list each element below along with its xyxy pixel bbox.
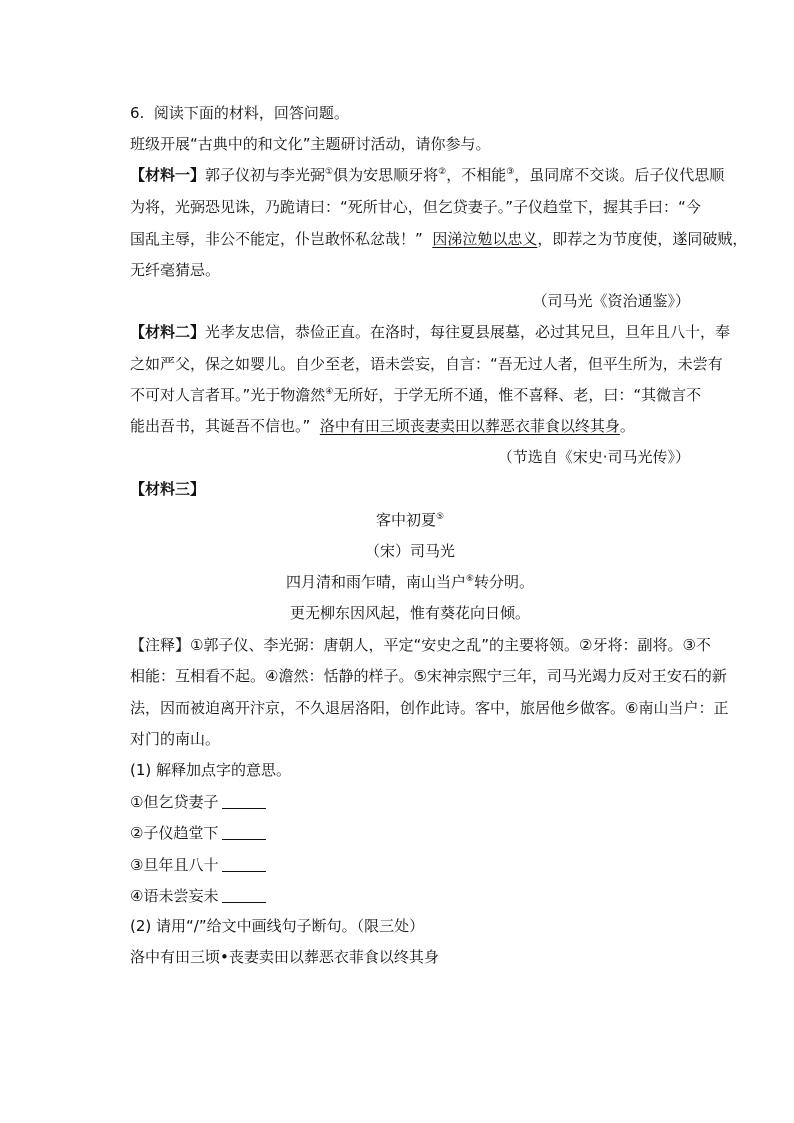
material1-line4: 无纤毫猜忌。 (130, 261, 221, 279)
footnote-ref: ⑥ (465, 574, 475, 584)
material3-label: 【材料三】 (130, 480, 206, 498)
material2-label: 【材料二】 (130, 323, 206, 341)
footnote-ref: ① (325, 167, 334, 177)
material1-line1: 【材料一】郭子仪初与李光弼①俱为安思顺牙将②，不相能③，虽同席不交谈。后子仪代思顺 (130, 166, 725, 184)
underlined-sentence: 洛中有田三顷丧妻卖田以葬恶衣菲食以终其身 (319, 417, 620, 435)
footnote-ref: ② (438, 167, 447, 177)
footnote-ref: ⑤ (435, 512, 445, 522)
sub1-item: ②子仪趋堂下 (130, 823, 690, 843)
sub1-prompt: (1) 解释加点字的意思。 (130, 761, 292, 779)
question-header (130, 103, 690, 123)
notes-line2: 相能：互相看不起。④澹然：恬静的样子。⑤宋神宗熙宁三年，司马光竭力反对王安石的新 (130, 667, 727, 685)
answer-blank[interactable] (222, 857, 266, 872)
material1-line2: 为将，光弼恐见诛，乃跪请曰：“死所甘心，但乞贷妻子。”子仪趋堂下，握其手曰：“今 (130, 198, 701, 216)
poem-title: 客中初夏⑤ (375, 511, 445, 529)
sub1-item: ④语未尝妄未 (130, 886, 690, 906)
question-number: 6. (130, 104, 145, 122)
notes-line3: 法，因而被迫离开汴京，不久退居洛阳，创作此诗。客中，旅居他乡做客。⑥南山当户：正 (130, 699, 729, 717)
sub2-sentence: 洛中有田三顷•丧妻卖田以葬恶衣菲食以终其身 (130, 948, 439, 966)
activity-intro: 班级开展“古典中的和文化”主题研讨活动，请你参与。 (130, 135, 491, 153)
underlined-sentence: 因涕泣勉以忠义 (432, 230, 538, 248)
material2-line2: 之如严父，保之如婴儿。自少至老，语未尝妄，自言：“吾无过人者，但平生所为，未尝有 (130, 355, 723, 373)
poem-line2: 更无柳东因风起，惟有葵花向日倾。 (289, 604, 530, 622)
sub2-prompt: (2) 请用“/”给文中画线句子断句。（限三处） (130, 917, 425, 935)
question-prompt: 阅读下面的材料，回答问题。 (153, 104, 349, 122)
material1-line3: 国乱主辱，非公不能定，仆岂敢怀私忿哉！” 因涕泣勉以忠义，即荐之为节度使，遂同破贼， (130, 230, 748, 248)
material2-line1: 【材料二】光孝友忠信，恭俭正直。在洛时，每往夏县展墓，必过其兄旦，旦年且八十，奉 (130, 323, 731, 341)
material2-line3: 不可对人言者耳。”光于物澹然④无所好，于学无所不通，惟不喜释、老，曰：“其微言不 (130, 386, 702, 404)
material1-source: （司马光《资治通鉴》） (532, 292, 690, 310)
notes-line4: 对门的南山。 (130, 730, 221, 748)
footnote-ref: ③ (506, 167, 515, 177)
material1-label: 【材料一】 (130, 166, 206, 184)
footnote-ref: ④ (325, 387, 334, 397)
sub1-item: ③旦年且八十 (130, 855, 690, 875)
answer-blank[interactable] (222, 825, 266, 840)
sub1-item: ①但乞贷妻子 (130, 792, 690, 812)
material2-line4: 能出吾书，其诞吾不信也。” 洛中有田三顷丧妻卖田以葬恶衣菲食以终其身。 (130, 417, 635, 435)
notes-line1: 【注释】①郭子仪、李光弼：唐朝人，平定“安史之乱”的主要将领。②牙将：副将。③不 (130, 636, 711, 654)
answer-blank[interactable] (222, 794, 266, 809)
poem-line1: 四月清和雨乍晴，南山当户⑥转分明。 (285, 573, 535, 591)
material2-source: （节选自《宋史·司马光传》） (497, 448, 690, 466)
poem-author: （宋）司马光 (364, 542, 455, 560)
answer-blank[interactable] (222, 888, 266, 903)
